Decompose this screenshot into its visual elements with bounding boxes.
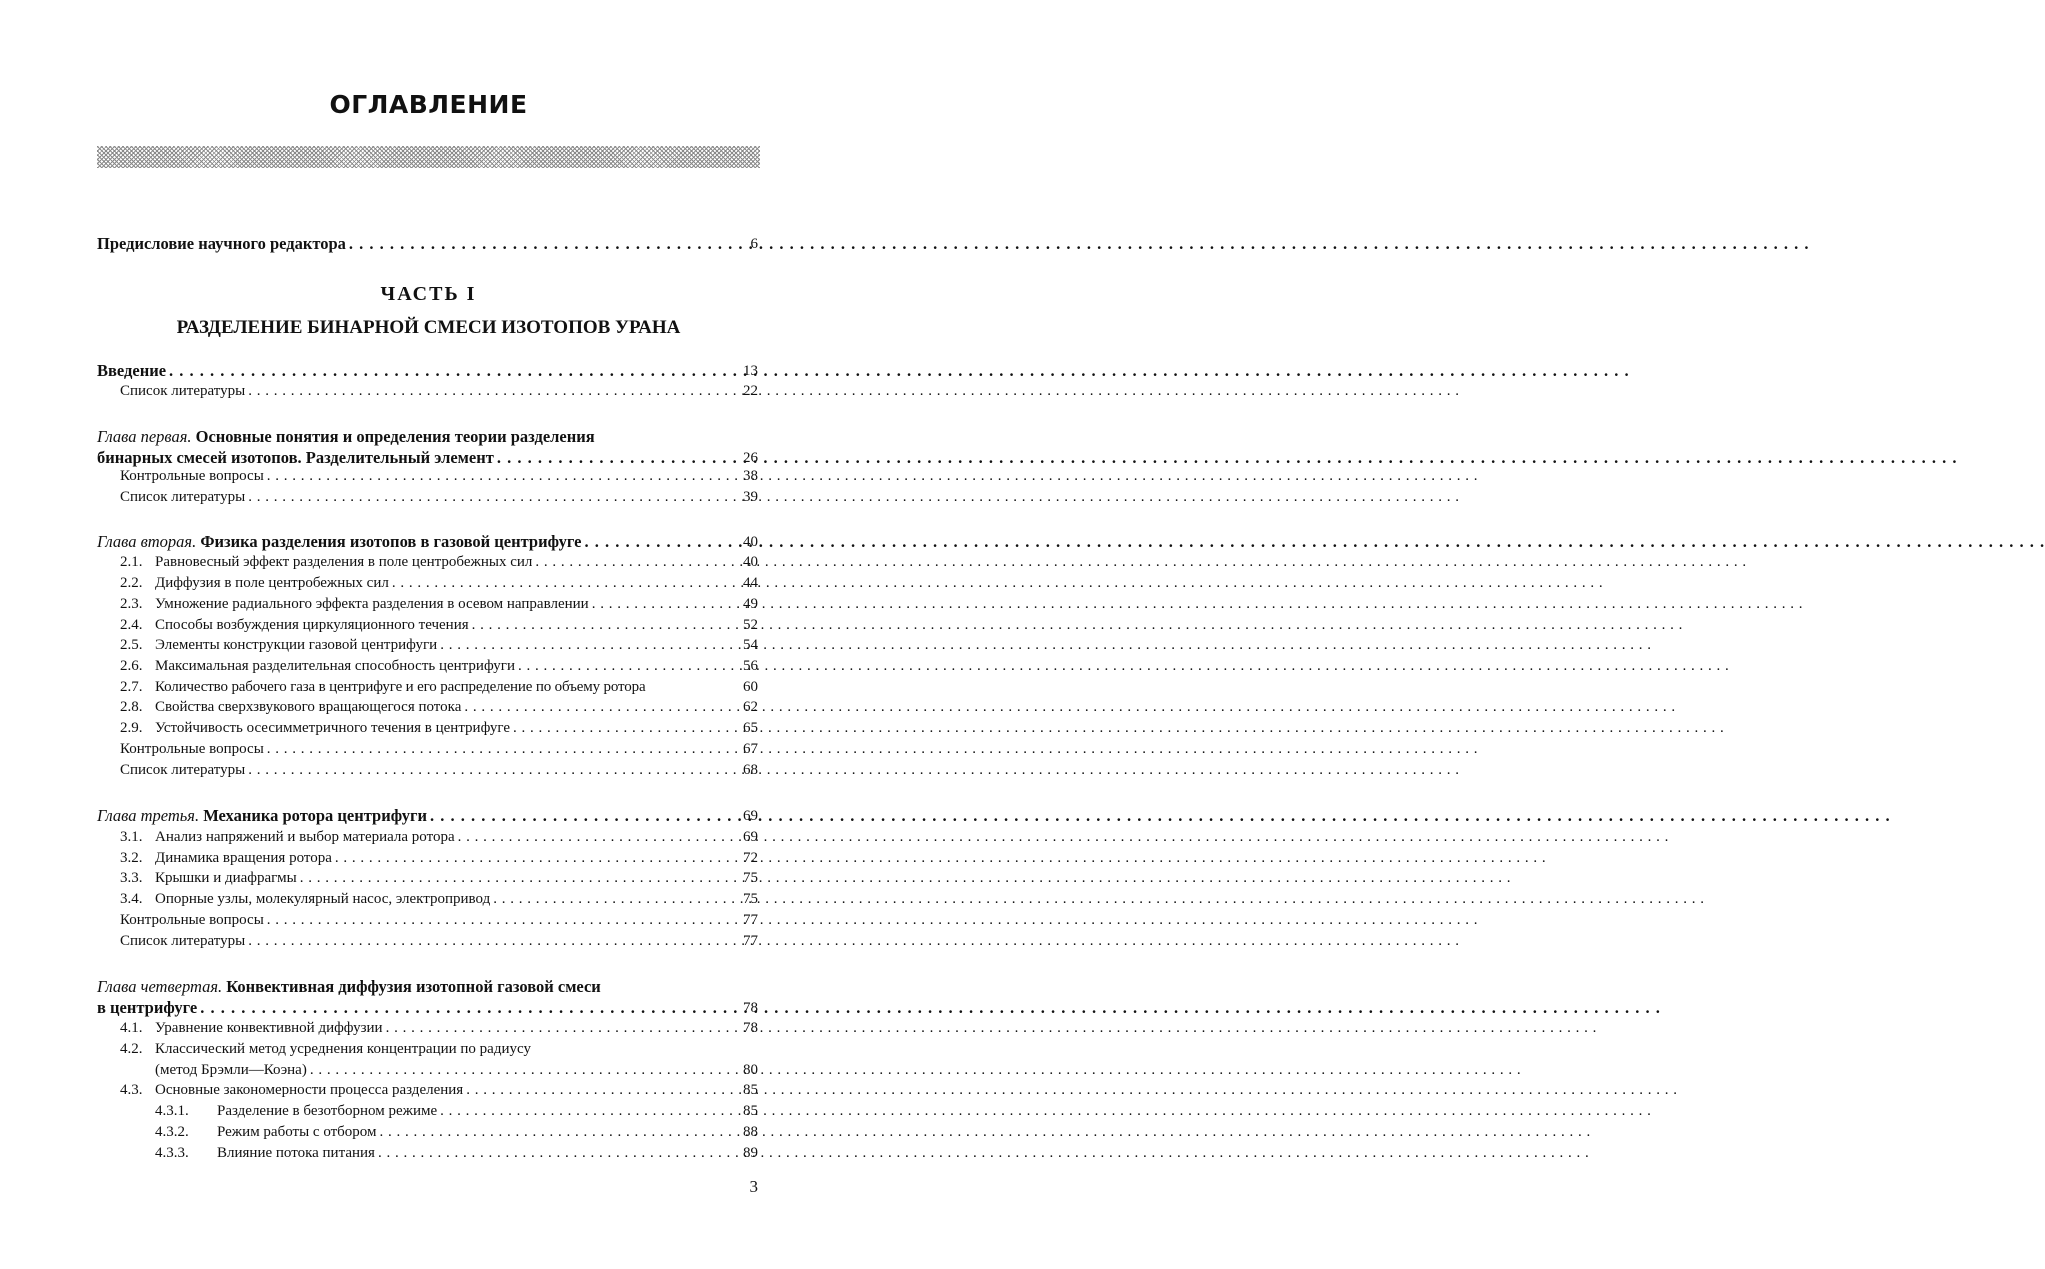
toc-chapter-2-heading [97,532,717,552]
toc-section-3-1: Анализ напряжений и выбор материала ротора . . . [155,829,717,846]
section-number: 2.2. [120,575,143,591]
toc-page-number: 78 [743,1020,758,1036]
toc-page-number: 69 [743,829,758,845]
toc-page-number: 77 [743,912,758,928]
chapter-label: Глава четвертая. [97,977,223,996]
toc-entry-title: Предисловие научного редактора [97,234,346,253]
toc-section-2-9: Устойчивость осесимметричного течения в центрифуге . . . [155,720,717,737]
toc-page-number: 39 [743,489,758,505]
toc-section-2-4: Способы возбуждения циркуляционного течения . . . [155,617,717,634]
section-number: 3.4. [120,891,143,907]
toc-section-3-3: Крышки и диафрагмы . . . [155,870,717,887]
toc-section-2-3: Умножение радиального эффекта разделения в осевом направлении . . . [155,596,717,613]
toc-page-number: 69 [743,808,758,824]
toc-section-4-2-line2: (метод Брэмли—Коэна) . . . [155,1062,717,1079]
subsection-number: 4.3.1. [155,1103,189,1119]
toc-page-number: 6 [750,236,758,252]
toc-section-2-7: Количество рабочего газа в центрифуге и его распределение по объему ротора [155,679,646,695]
toc-page-number: 52 [743,617,758,633]
toc-page-number: 68 [743,762,758,778]
toc-page-number: 40 [743,554,758,570]
toc-page-number: 75 [743,870,758,886]
toc-page-number: 13 [743,363,758,379]
toc-page-number: 26 [743,450,758,466]
chapter-label: Глава вторая. [97,532,197,551]
toc-section-4-1: Уравнение конвективной диффузии . . . [155,1020,717,1037]
toc-page-number: 80 [743,1062,758,1078]
toc-page-number: 85 [743,1103,758,1119]
section-number: 4.1. [120,1020,143,1036]
toc-page-number: 54 [743,637,758,653]
toc-page-number: 88 [743,1124,758,1140]
chapter-title-line1: Конвективная диффузия изотопной газовой смеси [226,977,601,996]
section-number: 2.8. [120,699,143,715]
chapter-title: Механика ротора центрифуги [203,806,427,825]
part-title: РАЗДЕЛЕНИЕ БИНАРНОЙ СМЕСИ ИЗОТОПОВ УРАНА [176,317,681,338]
toc-page-number: 65 [743,720,758,736]
chapter-title: Физика разделения изотопов в газовой центрифуге [200,532,582,551]
chapter-label: Глава третья. [97,806,200,825]
toc-subsection-4-3-1: Разделение в безотборном режиме . . . [217,1103,717,1120]
title-hatch-rule [97,146,760,168]
toc-page-number: 60 [743,679,758,695]
toc-page-number: 56 [743,658,758,674]
toc-page-number: 40 [743,534,758,550]
section-number: 2.7. [120,679,143,695]
toc-entry-ch1-questions: Контрольные вопросы . . . [120,468,717,485]
toc-page-number: 85 [743,1082,758,1098]
toc-section-4-3: Основные закономерности процесса разделения . . . [155,1082,717,1099]
part-number: ЧАСТЬ I [380,283,477,305]
toc-section-2-1: Равновесный эффект разделения в поле центробежных сил . . . [155,554,717,571]
toc-page-number: 78 [743,1000,758,1016]
chapter-label: Глава первая. [97,427,192,446]
toc-section-2-8: Свойства сверхзвукового вращающегося потока . . . [155,699,717,716]
toc-chapter-1-heading-line2: бинарных смесей изотопов. Разделительный элемент . . . [97,448,717,468]
toc-page-number: 77 [743,933,758,949]
section-number: 3.1. [120,829,143,845]
section-number: 2.4. [120,617,143,633]
section-number: 3.3. [120,870,143,886]
subsection-number: 4.3.2. [155,1124,189,1140]
section-number: 3.2. [120,850,143,866]
toc-chapter-1-heading [97,427,595,447]
section-number: 2.9. [120,720,143,736]
toc-page-number: 67 [743,741,758,757]
toc-page-number: 72 [743,850,758,866]
chapter-title-line1: Основные понятия и определения теории разделения [195,427,595,446]
toc-page-number: 49 [743,596,758,612]
toc-page-number: 89 [743,1145,758,1161]
toc-entry-ch2-questions: Контрольные вопросы . . . [120,741,717,758]
toc-subsection-4-3-2: Режим работы с отбором . . . [217,1124,717,1141]
section-number: 2.3. [120,596,143,612]
section-number: 2.1. [120,554,143,570]
toc-chapter-4-heading-line2: в центрифуге . . . [97,998,717,1018]
toc-section-2-6: Максимальная разделительная способность центрифуги . . . [155,658,717,675]
section-number: 2.6. [120,658,143,674]
toc-entry-ch1-refs: Список литературы . . . [120,489,717,506]
toc-entry-ch3-questions: Контрольные вопросы . . . [120,912,717,929]
toc-page-number: 44 [743,575,758,591]
toc-section-3-4: Опорные узлы, молекулярный насос, электропривод . . . [155,891,717,908]
toc-entry-intro [97,361,717,381]
toc-section-3-2: Динамика вращения ротора . . . [155,850,717,867]
toc-entry-ch2-refs: Список литературы . . . [120,762,717,779]
subsection-number: 4.3.3. [155,1145,189,1161]
toc-entry-title: Введение [97,361,167,380]
toc-entry-intro-refs: Список литературы . . . [120,383,717,400]
toc-page-number: 75 [743,891,758,907]
toc-section-2-2: Диффузия в поле центробежных сил . . . [155,575,717,592]
toc-section-2-5: Элементы конструкции газовой центрифуги . . . [155,637,717,654]
toc-page-number: 38 [743,468,758,484]
toc-entry-ch3-refs: Список литературы . . . [120,933,717,950]
section-number: 4.2. [120,1041,143,1057]
toc-page-number: 22 [743,383,758,399]
toc-page-number: 62 [743,699,758,715]
toc-entry-preface [97,234,717,254]
toc-subsection-4-3-3: Влияние потока питания . . . [217,1145,717,1162]
section-number: 2.5. [120,637,143,653]
toc-chapter-3-heading [97,806,717,826]
section-number: 4.3. [120,1082,143,1098]
toc-chapter-4-heading [97,977,601,997]
page-title: ОГЛАВЛЕНИЕ [329,90,528,119]
page-folio-number: 3 [749,1177,758,1196]
toc-section-4-2-line1: Классический метод усреднения концентрации по радиусу [155,1041,531,1057]
